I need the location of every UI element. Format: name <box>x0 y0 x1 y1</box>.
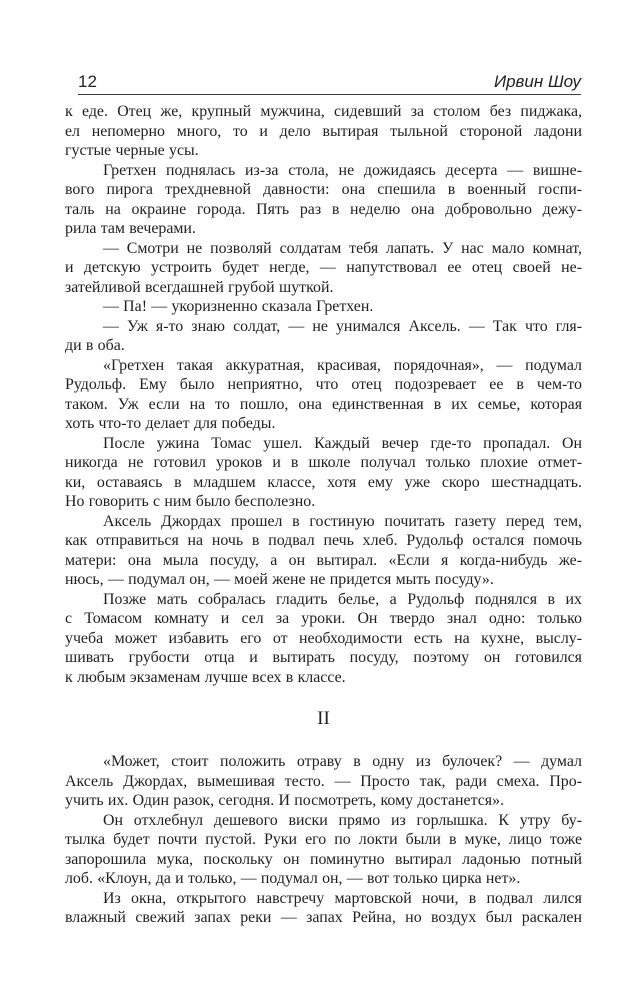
paragraph-line: Аксель Джордах прошел в гостиную почитать газету перед тем, <box>103 512 582 530</box>
paragraph-line: шивать грубости отца и вытирать посуду, поэтому он готовился <box>65 649 582 666</box>
paragraph-line: нюсь, — подумал он, — моей жене не придется мыть посуду». <box>65 571 494 588</box>
paragraph <box>65 102 582 161</box>
paragraph-line: Он отхлебнул дешевого виски прямо из горлышка. К утру бу- <box>103 811 582 829</box>
paragraph-line: ел непомерно много, то и дело вытирая тыльной стороной ладони <box>65 122 582 140</box>
paragraph-line: ди в оба. <box>65 337 125 354</box>
paragraph <box>65 752 582 811</box>
paragraph-line: рила там вечерами. <box>65 220 196 237</box>
paragraph-line: Но говорить с ним было бесполезно. <box>65 493 316 510</box>
paragraph-line: хоть что-то делает для победы. <box>65 415 276 432</box>
paragraph <box>65 239 582 298</box>
paragraph-line: никогда не готовил уроков и в школе получал только плохие отмет- <box>65 454 582 471</box>
paragraph-line: густые черные усы. <box>65 142 199 159</box>
paragraph <box>65 590 582 688</box>
paragraph-line: с Томасом комнату и сел за уроки. Он твердо знал одно: только <box>65 610 582 627</box>
paragraph-line: Гретхен поднялась из-за стола, не дожидаясь десерта — вишне- <box>103 161 582 179</box>
paragraph-line: к еде. Отец же, крупный мужчина, сидевший за столом без пиджака, <box>65 103 582 120</box>
paragraph <box>65 434 582 512</box>
paragraph-line: Из окна, открытого навстречу мартовской ночи, в подвал лился <box>103 889 582 907</box>
paragraph-line: вого пирога трехдневной давности: она спешила в военный госпи- <box>65 181 582 198</box>
paragraph <box>65 512 582 590</box>
page-number: 12 <box>78 72 97 91</box>
paragraph-line: — Уж я-то знаю солдат, — не унимался Аксель. — Так что гля- <box>103 317 582 335</box>
paragraph-line: к любым экзаменам лучше всех в классе. <box>65 668 346 686</box>
paragraph-line: Позже мать собралась гладить белье, а Рудольф поднялся в их <box>103 590 582 608</box>
paragraph-line: влажный свежий запах реки — запах Рейна, но воздух был раскален <box>65 909 582 926</box>
paragraph-line: — Смотри не позволяй солдатам тебя лапать. У нас мало комнат, <box>103 239 582 257</box>
paragraph-line: затейливой всегдашней грубой шуткой. <box>65 278 334 296</box>
running-header-author: Ирвин Шоу <box>493 72 581 91</box>
paragraph-line: «Гретхен такая аккуратная, красивая, порядочная», — подумал <box>103 356 582 374</box>
paragraph <box>65 317 582 356</box>
paragraph-line: — Па! — укоризненно сказала Гретхен. <box>103 298 374 315</box>
paragraph <box>65 356 582 434</box>
paragraph-line: и детскую устроить будет негде, — напутствовал ее отец своей не- <box>65 259 582 276</box>
paragraph-line: запорошила мука, поскольку он поминутно вытирал ладонью потный <box>65 850 582 868</box>
paragraph-line: лоб. «Клоун, да и только, — подумал он, — вот только цирка нет». <box>65 870 521 887</box>
paragraph-line: тылка будет почти пустой. Руки его по локти были в муке, лицо тоже <box>65 831 582 848</box>
paragraph <box>65 161 582 239</box>
paragraph-line: После ужина Томас ушел. Каждый вечер где-то пропадал. Он <box>103 434 582 452</box>
paragraph <box>65 297 582 317</box>
paragraph-line: Аксель Джордах, вымешивая тесто. — Просто так, ради смеха. Про- <box>65 772 582 790</box>
running-header <box>78 73 581 95</box>
paragraph-line: учеба может избавить его от необходимости есть на кухне, выслу- <box>65 629 582 647</box>
section-heading: II <box>317 708 330 729</box>
paragraph-line: «Может, стоит положить отраву в одну из булочек? — думал <box>103 753 582 770</box>
paragraph-line: матери: она мыла посуду, а он вытирал. «Если я когда-нибудь же- <box>65 551 582 569</box>
paragraph-line: таком. Уж если на то пошло, она единственная в их семье, которая <box>65 395 582 413</box>
paragraph-line: как отправиться на ночь в подвал печь хлеб. Рудольф остался помочь <box>65 532 582 549</box>
paragraph <box>65 811 582 889</box>
paragraph-line: таль на окраине города. Пять раз в неделю она добровольно дежу- <box>65 200 582 218</box>
paragraph-line: ки, оставаясь в младшем классе, хотя ему уже скоро шестнадцать. <box>65 473 582 491</box>
paragraph <box>65 889 582 928</box>
paragraph-line: Рудольф. Ему было неприятно, что отец подозревает ее в чем-то <box>65 376 582 393</box>
paragraph-line: учить их. Один разок, сегодня. И посмотреть, кому достанется». <box>65 792 505 809</box>
page-body <box>65 102 582 928</box>
